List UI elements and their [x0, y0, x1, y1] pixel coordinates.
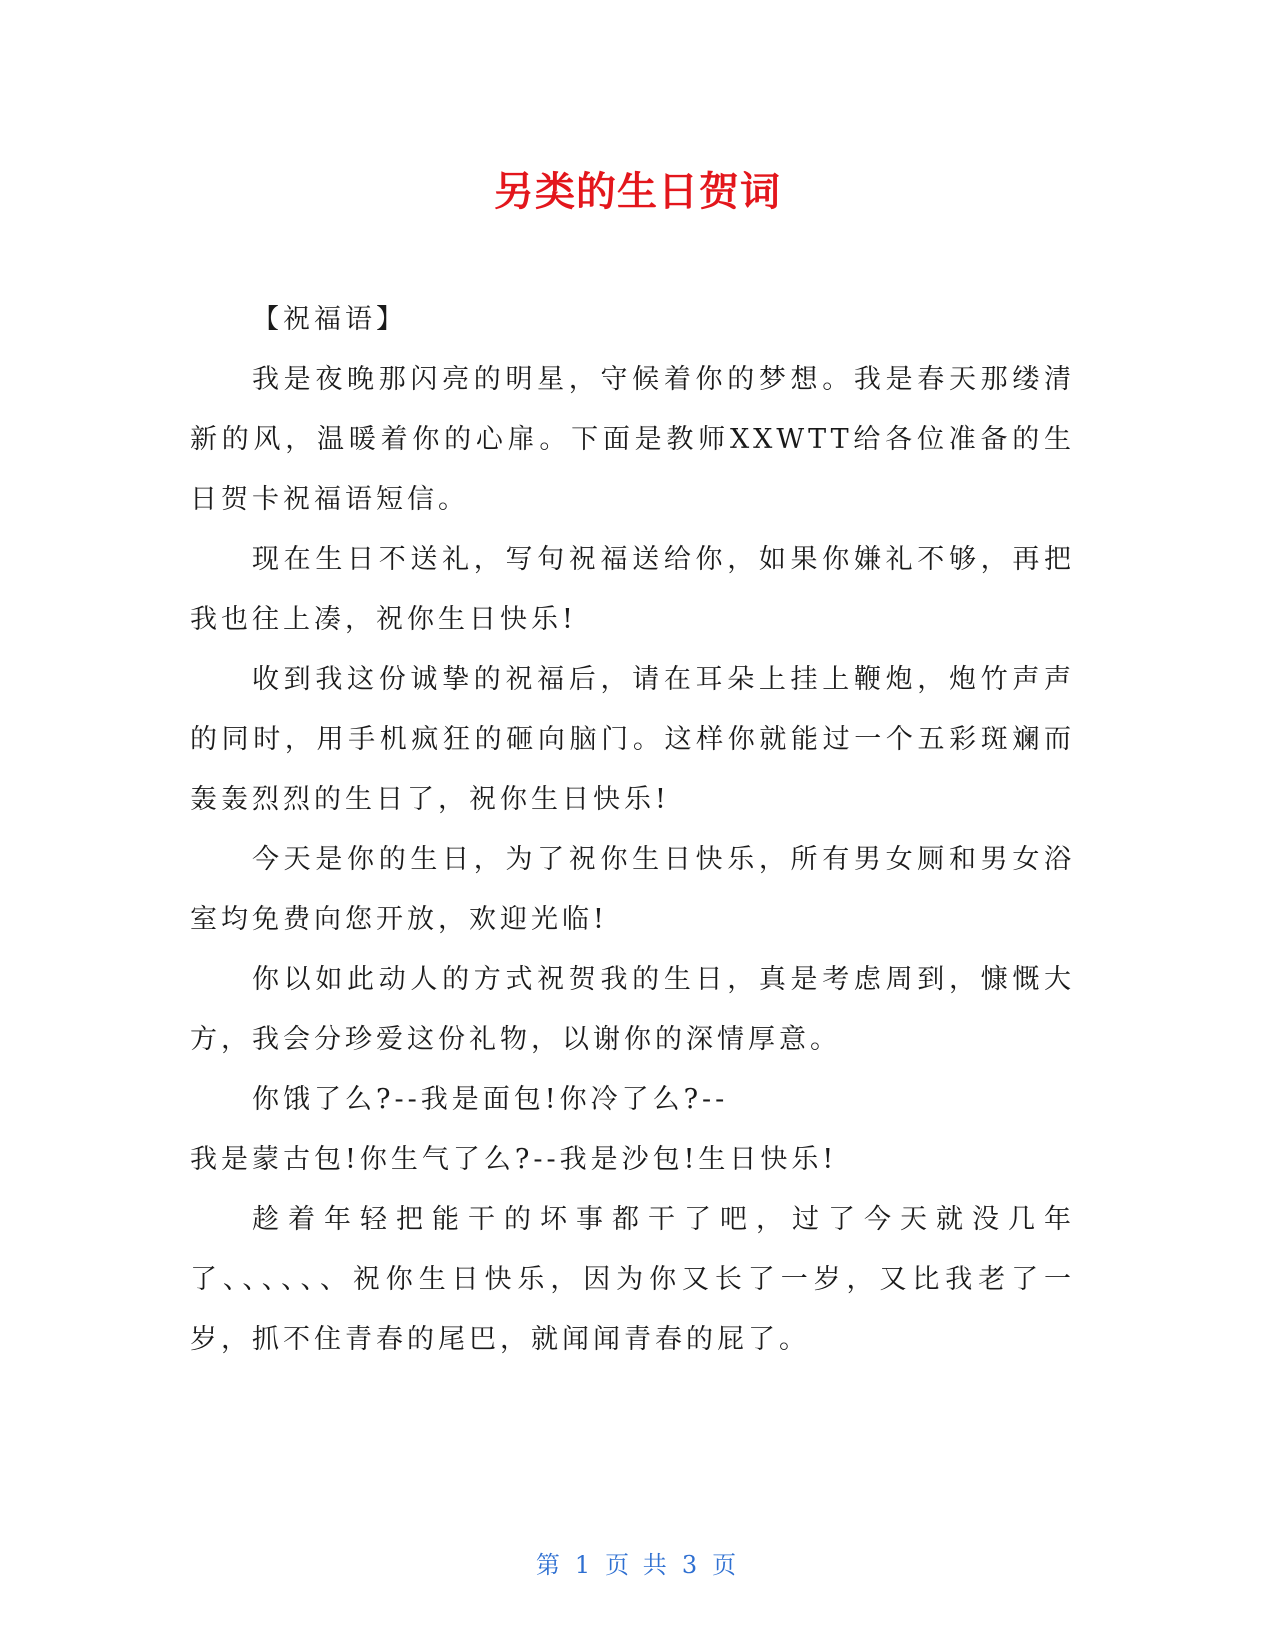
paragraph-heading: 【祝福语】	[252, 304, 407, 335]
current-page-number: 1	[574, 1551, 594, 1579]
document-body	[190, 290, 1075, 1370]
paragraph: 我是蒙古包!你生气了么?--我是沙包!生日快乐!	[190, 1144, 838, 1175]
document-title: 另类的生日贺词	[494, 169, 781, 215]
page-middle: 页 共	[605, 1551, 670, 1579]
paragraph: 收到我这份诚挚的祝福后，请在耳朵上挂上鞭炮，炮竹声声的同时，用手机疯狂的砸向脑门。这样你就能过一个五彩斑斓而轰轰烈烈的生日了，祝你生日快乐!	[190, 664, 1075, 815]
paragraph: 现在生日不送礼，写句祝福送给你，如果你嫌礼不够，再把我也往上凑，祝你生日快乐!	[190, 544, 1075, 635]
page-suffix: 页	[712, 1551, 740, 1579]
paragraph: 你饿了么?--我是面包!你冷了么?--	[252, 1084, 729, 1115]
paragraph: 趁着年轻把能干的坏事都干了吧，过了今天就没几年了、、、、、、祝你生日快乐，因为你又长了一岁，又比我老了一岁，抓不住青春的尾巴，就闻闻青春的屁了。	[190, 1204, 1075, 1355]
page-prefix: 第	[535, 1551, 563, 1579]
page-footer	[0, 1545, 1275, 1580]
paragraph: 今天是你的生日，为了祝你生日快乐，所有男女厕和男女浴室均免费向您开放，欢迎光临!	[190, 844, 1075, 935]
paragraph-intro: 我是夜晚那闪亮的明星，守候着你的梦想。我是春天那缕清新的风，温暖着你的心扉。下面是教师XXWTT给各位准备的生日贺卡祝福语短信。	[190, 364, 1075, 515]
total-pages-number: 3	[681, 1551, 701, 1579]
paragraph: 你以如此动人的方式祝贺我的生日，真是考虑周到，慷慨大方，我会分珍爱这份礼物，以谢你的深情厚意。	[190, 964, 1075, 1055]
